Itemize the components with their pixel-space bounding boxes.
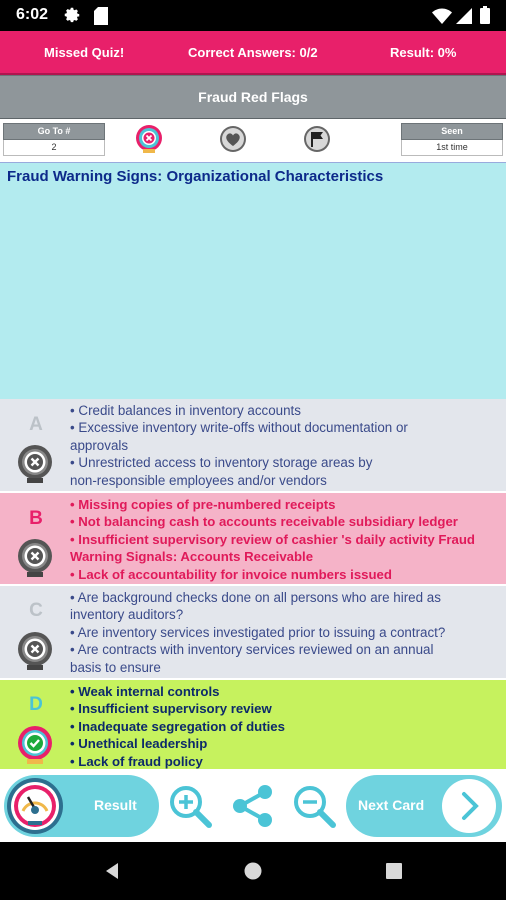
answer-option-b[interactable] [0,493,506,585]
zoom-out-icon[interactable] [291,783,337,829]
next-card-button[interactable] [346,775,502,837]
question-text: Fraud Warning Signs: Organizational Characteristics [7,168,384,185]
correct-answers-label: Correct Answers: 0/2 [188,44,318,60]
wrong-answer-icon [14,630,56,672]
goto-box[interactable] [3,123,105,155]
option-text-b: • Missing copies of pre-numbered receipts • Not balancing cash to accounts receivable subsidiary ledger • Insufficient supervisory review of cashier 's daily activity Fraud Warning Signals: Accounts Receivable • Lack of accountability for invoice numbers issued [70,497,475,582]
home-icon[interactable] [243,861,263,881]
share-icon[interactable] [228,781,278,831]
result-percent-label: Result: 0% [390,44,457,60]
answer-option-d[interactable] [0,680,506,769]
option-letter-c: C [29,600,43,621]
result-button[interactable] [4,775,159,837]
result-button-label: Result [94,797,137,813]
wrong-answer-icon [14,443,56,485]
quiz-status-bar [0,31,506,75]
zoom-in-icon[interactable] [167,783,213,829]
goto-label: Go To # [3,123,105,140]
answer-option-a[interactable] [0,399,506,492]
correct-answer-icon [14,724,56,766]
recents-icon[interactable] [385,862,403,880]
sd-card-icon [94,7,108,25]
missed-quiz-label: Missed Quiz! [44,44,125,60]
wrong-answer-icon [14,537,56,579]
deck-title: Fraud Red Flags [0,75,506,120]
status-bar [0,0,506,31]
option-text-d: • Weak internal controls • Insufficient supervisory review • Inadequate segregation of duties • Unethical leadership • Lack of fraud policy [70,684,285,769]
option-letter-b: B [29,508,43,529]
question-card [0,162,506,399]
option-text-c: • Are background checks done on all persons who are hired as inventory auditors? • Are inventory services investigated prior to issuing a contract? • Are contracts with inventory services reviewed on an annual basis to ensure [70,590,446,675]
option-letter-d: D [29,694,43,715]
back-icon[interactable] [102,861,122,881]
goto-value[interactable]: 2 [3,140,105,156]
favorite-heart-icon[interactable] [218,124,248,154]
flag-icon[interactable] [302,124,332,154]
settings-gear-icon [64,7,82,25]
next-card-label: Next Card [358,797,425,813]
bottom-action-bar [0,770,506,842]
chevron-right-icon [440,777,498,835]
seen-box [401,123,503,155]
card-toolbar [0,119,506,161]
battery-icon [480,6,490,24]
seen-label: Seen [401,123,503,140]
result-gauge-icon [6,777,64,835]
wifi-icon [432,8,452,24]
answer-option-c[interactable] [0,586,506,679]
status-time: 6:02 [16,6,49,23]
option-letter-a: A [29,414,43,435]
option-text-a: • Credit balances in inventory accounts • Excessive inventory write-offs without documentation or approvals • Unrestricted access to inventory storage areas by non-responsible employees and/or vendors [70,403,408,488]
system-nav-bar [0,842,506,900]
close-quiz-icon[interactable] [134,124,164,154]
signal-icon [456,8,472,24]
seen-value: 1st time [401,140,503,156]
